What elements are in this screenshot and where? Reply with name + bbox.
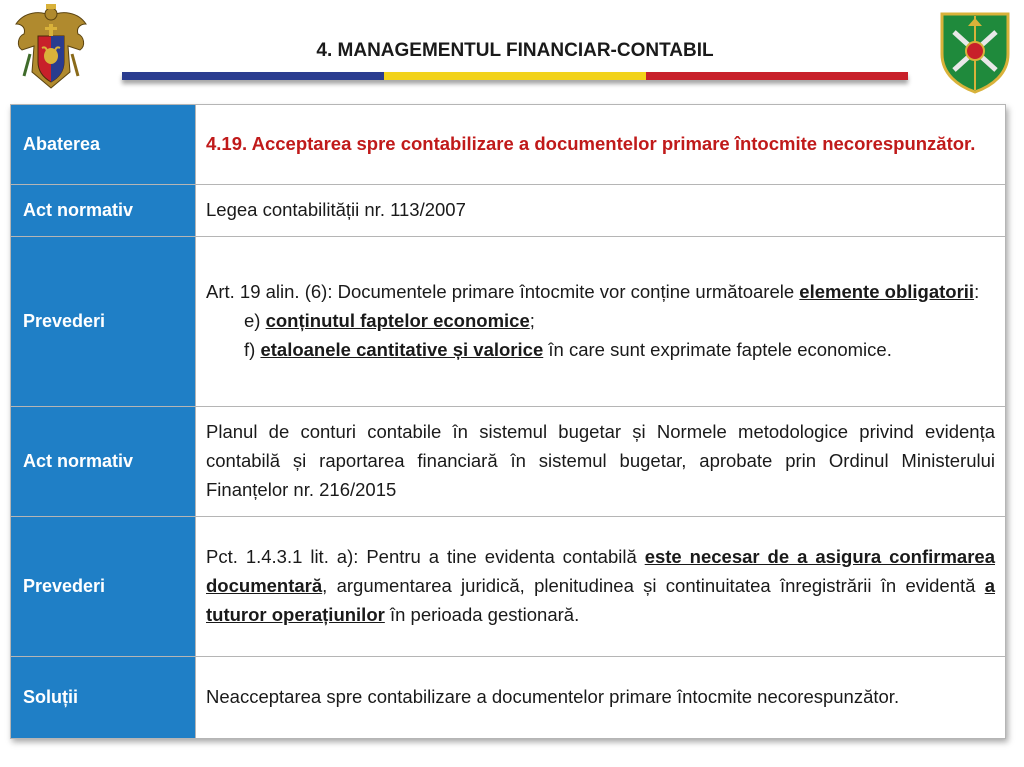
- solution-text: Neacceptarea spre contabilizare a documentelor primare întocmite necorespunzător.: [196, 657, 1006, 739]
- item-emphasis: etaloanele cantitative și valorice: [260, 339, 544, 360]
- table-row: [11, 237, 1006, 407]
- deviation-table: [10, 104, 1006, 739]
- provision-item-f: [206, 335, 995, 364]
- row-label: Act normativ: [11, 185, 196, 237]
- row-label: Act normativ: [11, 407, 196, 517]
- provision-part: , argumentarea juridică, plenitudinea și continuitatea înregistrării în evidentă: [322, 575, 985, 596]
- divider-blue-segment: [122, 72, 384, 80]
- provision-part: în perioada gestionară.: [384, 604, 580, 625]
- divider-red-segment: [646, 72, 908, 80]
- provision-punct: :: [974, 281, 980, 302]
- provision-text: [196, 237, 1006, 407]
- table-row: [11, 105, 1006, 185]
- divider-yellow-segment: [384, 72, 646, 80]
- table-row: [11, 517, 1006, 657]
- table-row: [11, 657, 1006, 739]
- row-label: Abaterea: [11, 105, 196, 185]
- item-prefix: f): [244, 339, 261, 360]
- institution-crest-icon: [936, 8, 1014, 94]
- item-prefix: e): [244, 310, 266, 331]
- moldova-coat-of-arms-icon: [10, 2, 92, 98]
- provision-item-e: [206, 306, 995, 335]
- provision-text: [196, 517, 1006, 657]
- item-emphasis: conținutul faptelor economice: [265, 310, 530, 331]
- row-label: Prevederi: [11, 237, 196, 407]
- law-reference: Legea contabilității nr. 113/2007: [196, 185, 1006, 237]
- deviation-table-card: [10, 104, 1006, 738]
- row-label: Soluții: [11, 657, 196, 739]
- table-row: [11, 185, 1006, 237]
- law-reference: Planul de conturi contabile în sistemul bugetar și Normele metodologice privind evidența contabilă și raportarea financiară în sistemul bugetar, aprobate prin Ordinul Ministerului Finanțelor nr. 216/2015: [196, 407, 1006, 517]
- row-label: Prevederi: [11, 517, 196, 657]
- page-title: 4. MANAGEMENTUL FINANCIAR-CONTABIL: [316, 40, 714, 61]
- provision-emphasis: elemente obligatorii: [799, 281, 975, 302]
- provision-emphasis: a tuturor operațiunilor: [206, 575, 995, 625]
- deviation-text: 4.19. Acceptarea spre contabilizare a documentelor primare întocmite necorespunzător.: [196, 105, 1006, 185]
- item-punct: ;: [529, 310, 535, 331]
- tricolor-divider: [122, 72, 908, 80]
- item-rest: în care sunt exprimate faptele economice.: [543, 339, 892, 360]
- provision-emphasis: este necesar de a asigura confirmarea documentară: [206, 546, 995, 596]
- provision-part: Pct. 1.4.3.1 lit. a): Pentru a tine evidenta contabilă: [206, 546, 645, 567]
- provision-intro: Art. 19 alin. (6): Documentele primare întocmite vor conține următoarele: [206, 281, 795, 302]
- table-row: [11, 407, 1006, 517]
